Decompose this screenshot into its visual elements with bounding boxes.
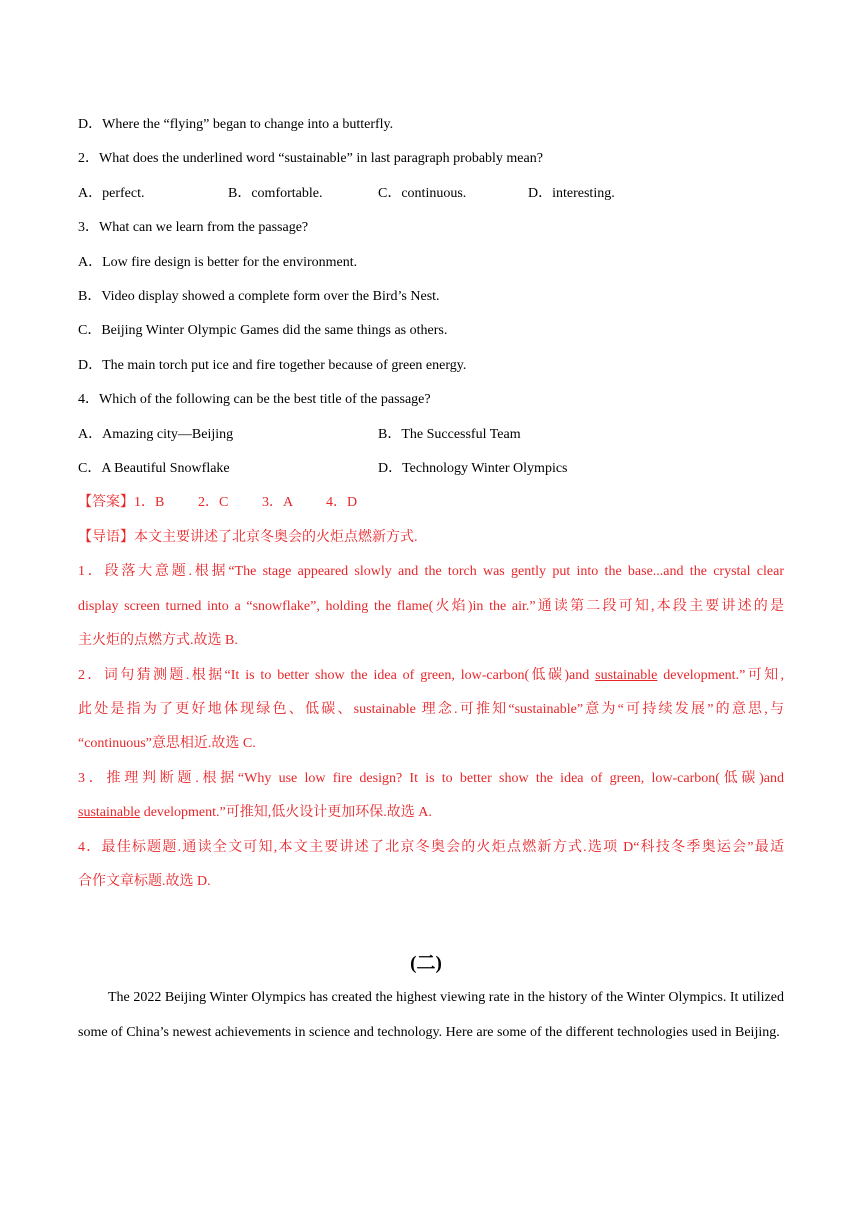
q4-option-a: A．Amazing city—Beijing — [78, 426, 234, 442]
answer-1: 1．B — [134, 495, 165, 511]
guide-label: 【导语】 — [78, 529, 134, 545]
explanation-2-line2: 此处是指为了更好地体现绿色、低碳、sustainable 理念.可推知“sustainable”意为“可持续发展”的意思,与 — [78, 701, 784, 717]
explanation-3-text: development.”可推知,低火设计更加环保.故选 A. — [140, 805, 432, 821]
explanation-2-text-a: 2．词句猜测题.根据“It is to better show the idea of green, low-carbon(低碳)and — [78, 667, 596, 683]
q4-stem: 4．Which of the following can be the best title of the passage? — [78, 392, 431, 408]
q2-stem: 2．What does the underlined word “sustainable” in last paragraph probably mean? — [78, 151, 543, 167]
q4-options-row1 — [78, 418, 784, 452]
explanation-1-line1: 1．段落大意题.根据“The stage appeared slowly and the torch was gently put into the base...and the crystal clear — [78, 564, 784, 580]
q3-stem: 3．What can we learn from the passage? — [78, 220, 309, 236]
explanation-3-line2 — [78, 796, 784, 830]
q4-option-d: D．Technology Winter Olympics — [378, 461, 568, 477]
q2-option-a: A．perfect. — [78, 185, 145, 201]
q4-option-c: C．A Beautiful Snowflake — [78, 461, 230, 477]
answer-line — [78, 486, 784, 520]
q3-option-c: C．Beijing Winter Olympic Games did the same things as others. — [78, 323, 448, 339]
explanation-3-line1: 3．推理判断题.根据“Why use low fire design? It is to better show the idea of green, low-carbon(低碳)and — [78, 770, 784, 786]
explanation-4-line2: 合作文章标题.故选 D. — [78, 873, 211, 889]
explanation-1-line3: 主火炬的点燃方式.故选 B. — [78, 633, 238, 649]
guide-text: 本文主要讲述了北京冬奥会的火炬点燃新方式. — [134, 529, 418, 545]
answer-4: 4．D — [326, 495, 358, 511]
q3-option-d: D．The main torch put ice and fire together because of green energy. — [78, 357, 467, 373]
answer-3: 3．A — [262, 495, 294, 511]
q4-option-b: B．The Successful Team — [378, 426, 521, 442]
explanation-2-text-b: development.”可知, — [657, 667, 784, 683]
answer-label: 【答案】 — [78, 495, 134, 511]
q2-option-c: C．continuous. — [378, 185, 467, 201]
q3-option-a: A．Low fire design is better for the environment. — [78, 254, 358, 270]
explanation-2-line3: “continuous”意思相近.故选 C. — [78, 736, 256, 752]
section-paragraph: The 2022 Beijing Winter Olympics has created the highest viewing rate in the history of the Winter Olympics. It utilized some of China’s newest achievements in science and technology. Here are some of the different technologies used in Beijing. — [78, 990, 784, 1040]
q2-option-d: D．interesting. — [528, 185, 615, 201]
explanation-2-line1 — [78, 659, 784, 693]
answer-2: 2．C — [198, 495, 229, 511]
underlined-word: sustainable — [595, 667, 658, 683]
q3-option-b: B．Video display showed a complete form over the Bird’s Nest. — [78, 289, 440, 305]
explanation-1-line2: display screen turned into a “snowflake”, holding the flame(火焰)in the air.”通读第二段可知,本段主要讲述的是 — [78, 598, 784, 614]
section-title: (二) — [410, 953, 442, 975]
q2-option-b: B．comfortable. — [228, 185, 323, 201]
q1-option-d: D．Where the “flying” began to change into a butterfly. — [78, 117, 394, 132]
underlined-word: sustainable — [78, 805, 141, 821]
q2-options — [78, 177, 784, 211]
document-page — [78, 108, 784, 1050]
q4-options-row2 — [78, 452, 784, 486]
explanation-4-line1: 4．最佳标题题.通读全文可知,本文主要讲述了北京冬奥会的火炬点燃新方式.选项 D“科技冬季奥运会”最适 — [78, 839, 784, 855]
guide-line — [78, 521, 784, 555]
